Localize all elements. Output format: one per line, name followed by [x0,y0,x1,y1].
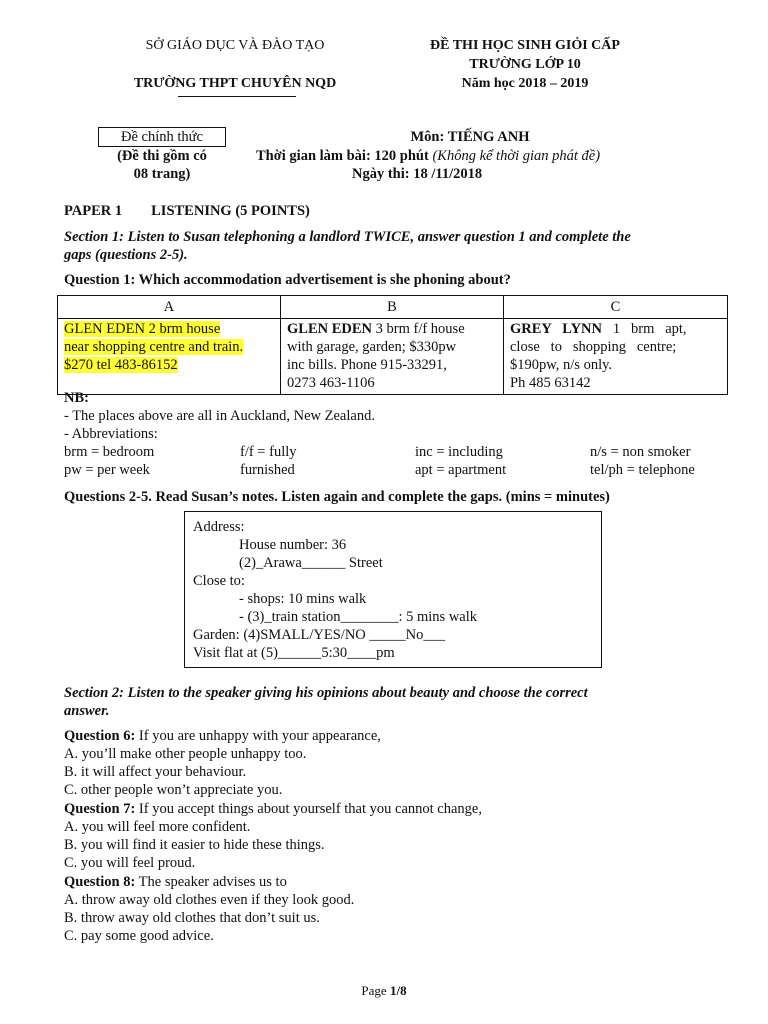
abbr-8: tel/ph = telephone [590,462,695,478]
section1-instruction-line2: gaps (questions 2-5). [64,247,188,263]
question-8-text: The speaker advises us to [135,874,287,890]
ad-b-line2: with garage, garden; $330pw [287,339,457,355]
abbr-5: pw = per week [64,462,150,478]
notes-house-number: House number: 36 [239,537,347,553]
ads-table-header [58,296,728,319]
notes-visit: Visit flat at (5)______5:30____pm [193,645,395,661]
subject: Môn: TIẾNG ANH [410,129,530,145]
option-7a: A. you will feel more confident. [64,819,251,835]
page-count-line1: (Đề thi gồm có [117,148,207,164]
abbr-7: apt = apartment [415,462,507,478]
nb-title: NB: [64,390,89,406]
option-7c: C. you will feel proud. [64,855,196,871]
ad-a [58,319,281,395]
question-6 [64,727,381,745]
abbr-1: brm = bedroom [64,444,155,460]
option-8a: A. throw away old clothes even if they look good. [64,892,355,908]
time-note: (Không kể thời gian phát đề) [432,148,601,164]
exam-level: TRƯỜNG LỚP 10 [469,57,581,72]
ad-c-line2: close to shopping centre; [510,339,677,355]
susan-notes-box [184,511,602,668]
ad-a-line3: $270 tel 483-86152 [64,357,178,373]
abbr-6: furnished [240,462,295,478]
abbr-2: f/f = fully [240,444,297,460]
ad-b [281,319,504,395]
question-8 [64,873,287,891]
col-c-header: C [504,296,728,319]
exam-date: Ngày thi: 18 /11/2018 [352,166,483,182]
time-allowed [256,147,600,165]
ad-c-line3: $190pw, n/s only. [510,357,613,373]
option-6a: A. you’ll make other people unhappy too. [64,746,307,762]
page-count-line2: 08 trang) [133,166,191,182]
notes-shops: - shops: 10 mins walk [239,591,367,607]
ad-c-line1: 1 brm apt, [601,321,687,337]
department-name: SỞ GIÁO DỤC VÀ ĐÀO TẠO [145,38,325,53]
school-underline [178,96,296,97]
questions-2-5: Questions 2-5. Read Susan’s notes. Listen again and complete the gaps. (mins = minutes) [64,489,610,505]
nb-line2: - Abbreviations: [64,426,158,442]
notes-address: Address: [193,519,245,535]
section2-instruction-line2: answer. [64,703,110,719]
ad-b-line4: 0273 463-1106 [287,375,375,391]
option-6c: C. other people won’t appreciate you. [64,782,283,798]
page-label: Page [361,983,390,998]
question-1: Question 1: Which accommodation advertisement is she phoning about? [64,272,511,288]
page-footer [334,983,434,999]
question-7 [64,800,482,818]
school-name: TRƯỜNG THPT CHUYÊN NQD [133,76,337,91]
ad-c-name: GREY LYNN [510,321,602,337]
notes-garden: Garden: (4)SMALL/YES/NO _____No___ [193,627,446,643]
ad-b-line1: 3 brm f/f house [372,321,465,337]
ads-table-row [58,319,728,395]
notes-close-to: Close to: [193,573,245,589]
question-7-label: Question 7: [64,801,136,817]
school-year: Năm học 2018 – 2019 [461,76,589,91]
ad-a-line2: near shopping centre and train. [64,339,244,355]
paper-title: PAPER 1 LISTENING (5 POINTS) [64,203,310,219]
exam-title: ĐỀ THI HỌC SINH GIỎI CẤP [430,38,620,53]
option-8b: B. throw away old clothes that don’t suit us. [64,910,320,926]
ad-a-line1: 2 brm house [144,321,221,337]
ad-a-name: GLEN EDEN [64,321,145,337]
question-6-label: Question 6: [64,728,136,744]
section1-instruction-line1: Section 1: Listen to Susan telephoning a landlord TWICE, answer question 1 and complete the [64,229,631,245]
ad-c-line4: Ph 485 63142 [510,375,591,391]
question-6-text: If you are unhappy with your appearance, [135,728,381,744]
abbr-3: inc = including [415,444,503,460]
time-label: Thời gian làm bài: 120 phút [256,148,433,164]
col-a-header: A [58,296,281,319]
question-8-label: Question 8: [64,874,136,890]
official-exam-box: Đề chính thức [98,127,226,147]
option-8c: C. pay some good advice. [64,928,214,944]
ad-c [504,319,728,395]
abbr-4: n/s = non smoker [590,444,691,460]
question-7-text: If you accept things about yourself that you cannot change, [135,801,482,817]
section2-instruction-line1: Section 2: Listen to the speaker giving his opinions about beauty and choose the correct [64,685,588,701]
notes-train: - (3)_train station________: 5 mins walk [239,609,478,625]
option-7b: B. you will find it easier to hide these things. [64,837,325,853]
option-6b: B. it will affect your behaviour. [64,764,247,780]
notes-street: (2)_Arawa______ Street [239,555,383,571]
page-number: 1/8 [389,983,407,998]
nb-line1: - The places above are all in Auckland, New Zealand. [64,408,375,424]
ad-b-line3: inc bills. Phone 915-33291, [287,357,447,373]
col-b-header: B [281,296,504,319]
ad-b-name: GLEN EDEN [287,321,373,337]
ads-table [57,295,728,395]
